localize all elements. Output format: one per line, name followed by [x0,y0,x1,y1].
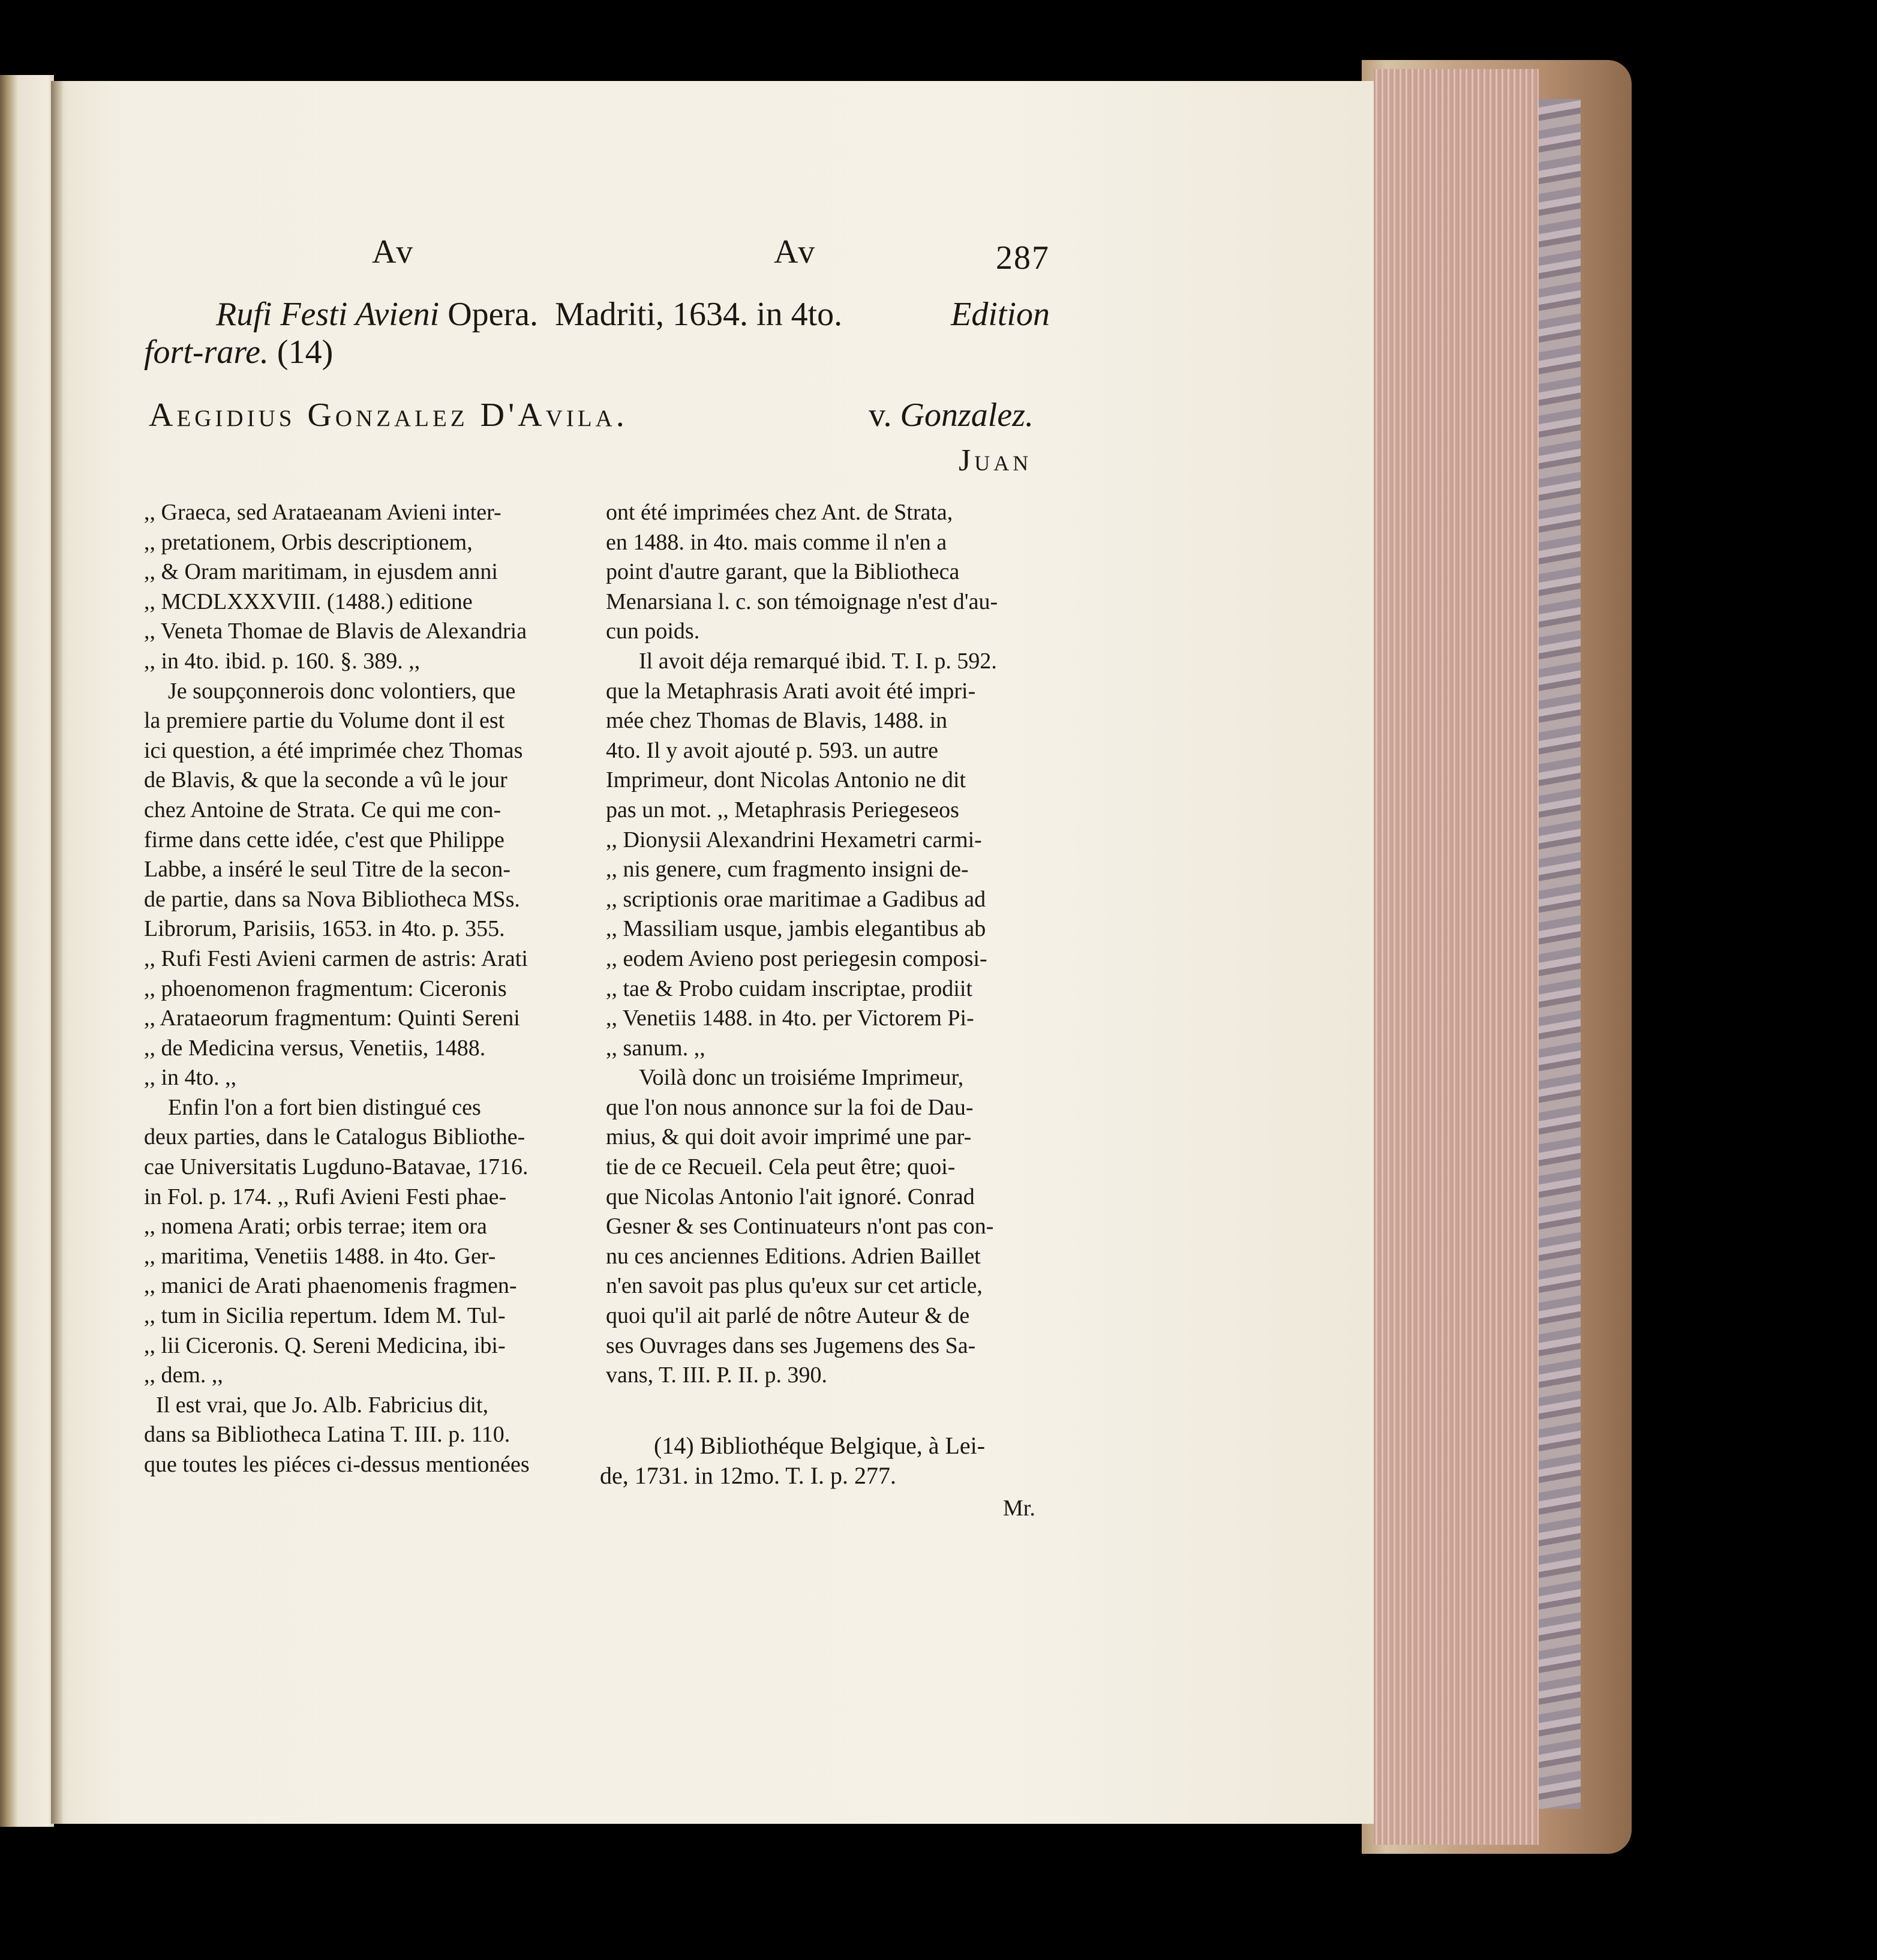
text-line: ,, nis genere, cum fragmento insigni de- [606,857,969,883]
running-head-center: Av [774,233,818,271]
text-line: Il avoit déja remarqué ibid. T. I. p. 592. [639,648,997,674]
text-line: ,, & Oram maritimam, in ejusdem anni [144,559,498,585]
text-line: pas un mot. ,, Metaphrasis Periegeseos [606,797,959,823]
title-imprint: Opera. Madriti, 1634. in 4to. [439,296,843,333]
text-line: Labbe, a inséré le seul Titre de la secon- [144,857,510,883]
text-line: Enfin l'on a fort bien distingué ces [168,1094,481,1120]
footnote [600,1431,1056,1490]
text-line: 4to. Il y avoit ajouté p. 593. un autre [606,737,939,763]
footnote-line: (14) Bibliothéque Belgique, à Lei- [654,1432,986,1459]
text-line: in Fol. p. 174. ,, Rufi Avieni Festi phae- [144,1184,507,1209]
text-line: mée chez Thomas de Blavis, 1488. in [606,708,948,734]
text-line: en 1488. in 4to. mais comme il n'en a [606,529,947,555]
text-line: ,, tum in Sicilia repertum. Idem M. Tul- [144,1303,506,1329]
text-line: chez Antoine de Strata. Ce qui me con- [144,797,501,823]
title-line-2 [144,333,333,371]
text-line: mius, & qui doit avoir imprimé une par- [606,1124,972,1150]
catchword-top: Juan [959,443,1032,478]
running-head-left: Av [372,233,416,271]
gutter-shadow [51,81,63,1824]
text-line: ,, dem. ,, [144,1362,223,1388]
title-line-1 [216,295,1050,334]
text-line: Il est vrai, que Jo. Alb. Fabricius dit, [156,1392,489,1418]
text-line: ,, maritima, Venetiis 1488. in 4to. Ger- [144,1243,496,1269]
text-line: ,, Veneta Thomae de Blavis de Alexandria [144,619,527,644]
text-line: ,, Massiliam usque, jambis elegantibus ab [606,916,986,942]
text-line: ,, phoenomenon fragmentum: Ciceronis [144,976,507,1001]
text-line: ,, eodem Avieno post periegesin composi- [606,946,987,971]
text-line: ,, de Medicina versus, Venetiis, 1488. [144,1035,486,1061]
text-line: que toutes les piéces ci-dessus mentionées [144,1452,530,1477]
text-line: de Blavis, & que la seconde a vû le jour [144,767,507,793]
book-left-page-edge [0,75,54,1827]
text-line: ,, in 4to. ,, [144,1065,237,1091]
text-line: que l'on nous annonce sur la foi de Dau- [606,1094,974,1120]
title-edition: Edition [951,296,1050,333]
text-line: ,, scriptionis orae maritimae a Gadibus ad [606,886,986,912]
text-line: ,, tae & Probo cuidam inscriptae, prodiit [606,976,973,1001]
text-line: ici question, a été imprimée chez Thomas [144,737,523,763]
text-line: deux parties, dans le Catalogus Bibliothe- [144,1124,525,1150]
text-line: ,, Arataeorum fragmentum: Quinti Sereni [144,1005,520,1031]
text-line: que la Metaphrasis Arati avoit été impri- [606,678,976,704]
text-line: Je soupçonnerois donc volontiers, que [168,678,516,704]
text-line: vans, T. III. P. II. p. 390. [606,1362,828,1388]
page-number: 287 [996,239,1050,277]
title-author: Rufi Festi Avieni [216,296,440,333]
text-line: ,, sanum. ,, [606,1035,705,1061]
text-line: ,, nomena Arati; orbis terrae; item ora [144,1214,487,1239]
page-fore-edge [1374,69,1539,1845]
text-line: cae Universitatis Lugduno-Batavae, 1716. [144,1154,528,1180]
text-line: point d'autre garant, que la Bibliotheca [606,559,960,585]
text-line: firme dans cette idée, c'est que Philippe [144,827,504,853]
text-line: ,, in 4to. ibid. p. 160. §. 389. ,, [144,648,421,674]
text-line: cun poids. [606,619,700,644]
text-line: quoi qu'il ait parlé de nôtre Auteur & de [606,1303,970,1329]
text-line: ,, manici de Arati phaenomenis fragmen- [144,1273,517,1299]
text-line: que Nicolas Antonio l'ait ignoré. Conrad [606,1184,975,1209]
right-column [606,498,1050,1391]
text-line: de partie, dans sa Nova Bibliotheca MSs. [144,886,520,912]
title-rarity: fort-rare. [144,334,269,371]
text-line: ,, Rufi Festi Avieni carmen de astris: Arati [144,946,528,971]
cross-reference-target: Gonzalez. [900,397,1034,434]
text-line: nu ces anciennes Editions. Adrien Baillet [606,1243,981,1269]
text-line: Gesner & ses Continuateurs n'ont pas con- [606,1214,994,1239]
footnote-line: de, 1731. in 12mo. T. I. p. 277. [600,1461,897,1489]
text-line: ,, Dionysii Alexandrini Hexametri carmi- [606,827,982,853]
text-line: dans sa Bibliotheca Latina T. III. p. 110. [144,1422,510,1448]
text-line: Librorum, Parisiis, 1653. in 4to. p. 355. [144,916,505,942]
text-line: ,, Graeca, sed Arataeanam Avieni inter- [144,500,501,525]
left-column [144,498,576,1480]
text-line: ,, pretationem, Orbis descriptionem, [144,529,473,555]
title-footnote-ref: (14) [268,334,334,371]
text-line: ses Ouvrages dans ses Jugemens des Sa- [606,1332,976,1358]
text-line: Imprimeur, dont Nicolas Antonio ne dit [606,767,966,793]
catchword-bottom: Mr. [1003,1496,1035,1521]
text-line: tie de ce Recueil. Cela peut être; quoi- [606,1154,956,1180]
cross-reference-v: v. [869,397,892,434]
text-line: Voilà donc un troisiéme Imprimeur, [639,1065,964,1091]
text-line: ,, lii Ciceronis. Q. Sereni Medicina, ibi- [144,1332,506,1358]
text-line: ,, Venetiis 1488. in 4to. per Victorem Pi- [606,1005,974,1031]
text-line: ont été imprimées chez Ant. de Strata, [606,500,953,525]
text-line: ,, MCDLXXXVIII. (1488.) editione [144,589,473,614]
cross-reference-name: Aegidius Gonzalez D'Avila. [149,397,628,434]
text-line: Menarsiana l. c. son témoignage n'est d'au- [606,589,998,614]
text-line: la premiere partie du Volume dont il est [144,708,505,734]
text-line: n'en savoit pas plus qu'eux sur cet article, [606,1273,983,1299]
cross-reference [149,396,1034,434]
marbled-endpaper [1539,99,1581,1809]
